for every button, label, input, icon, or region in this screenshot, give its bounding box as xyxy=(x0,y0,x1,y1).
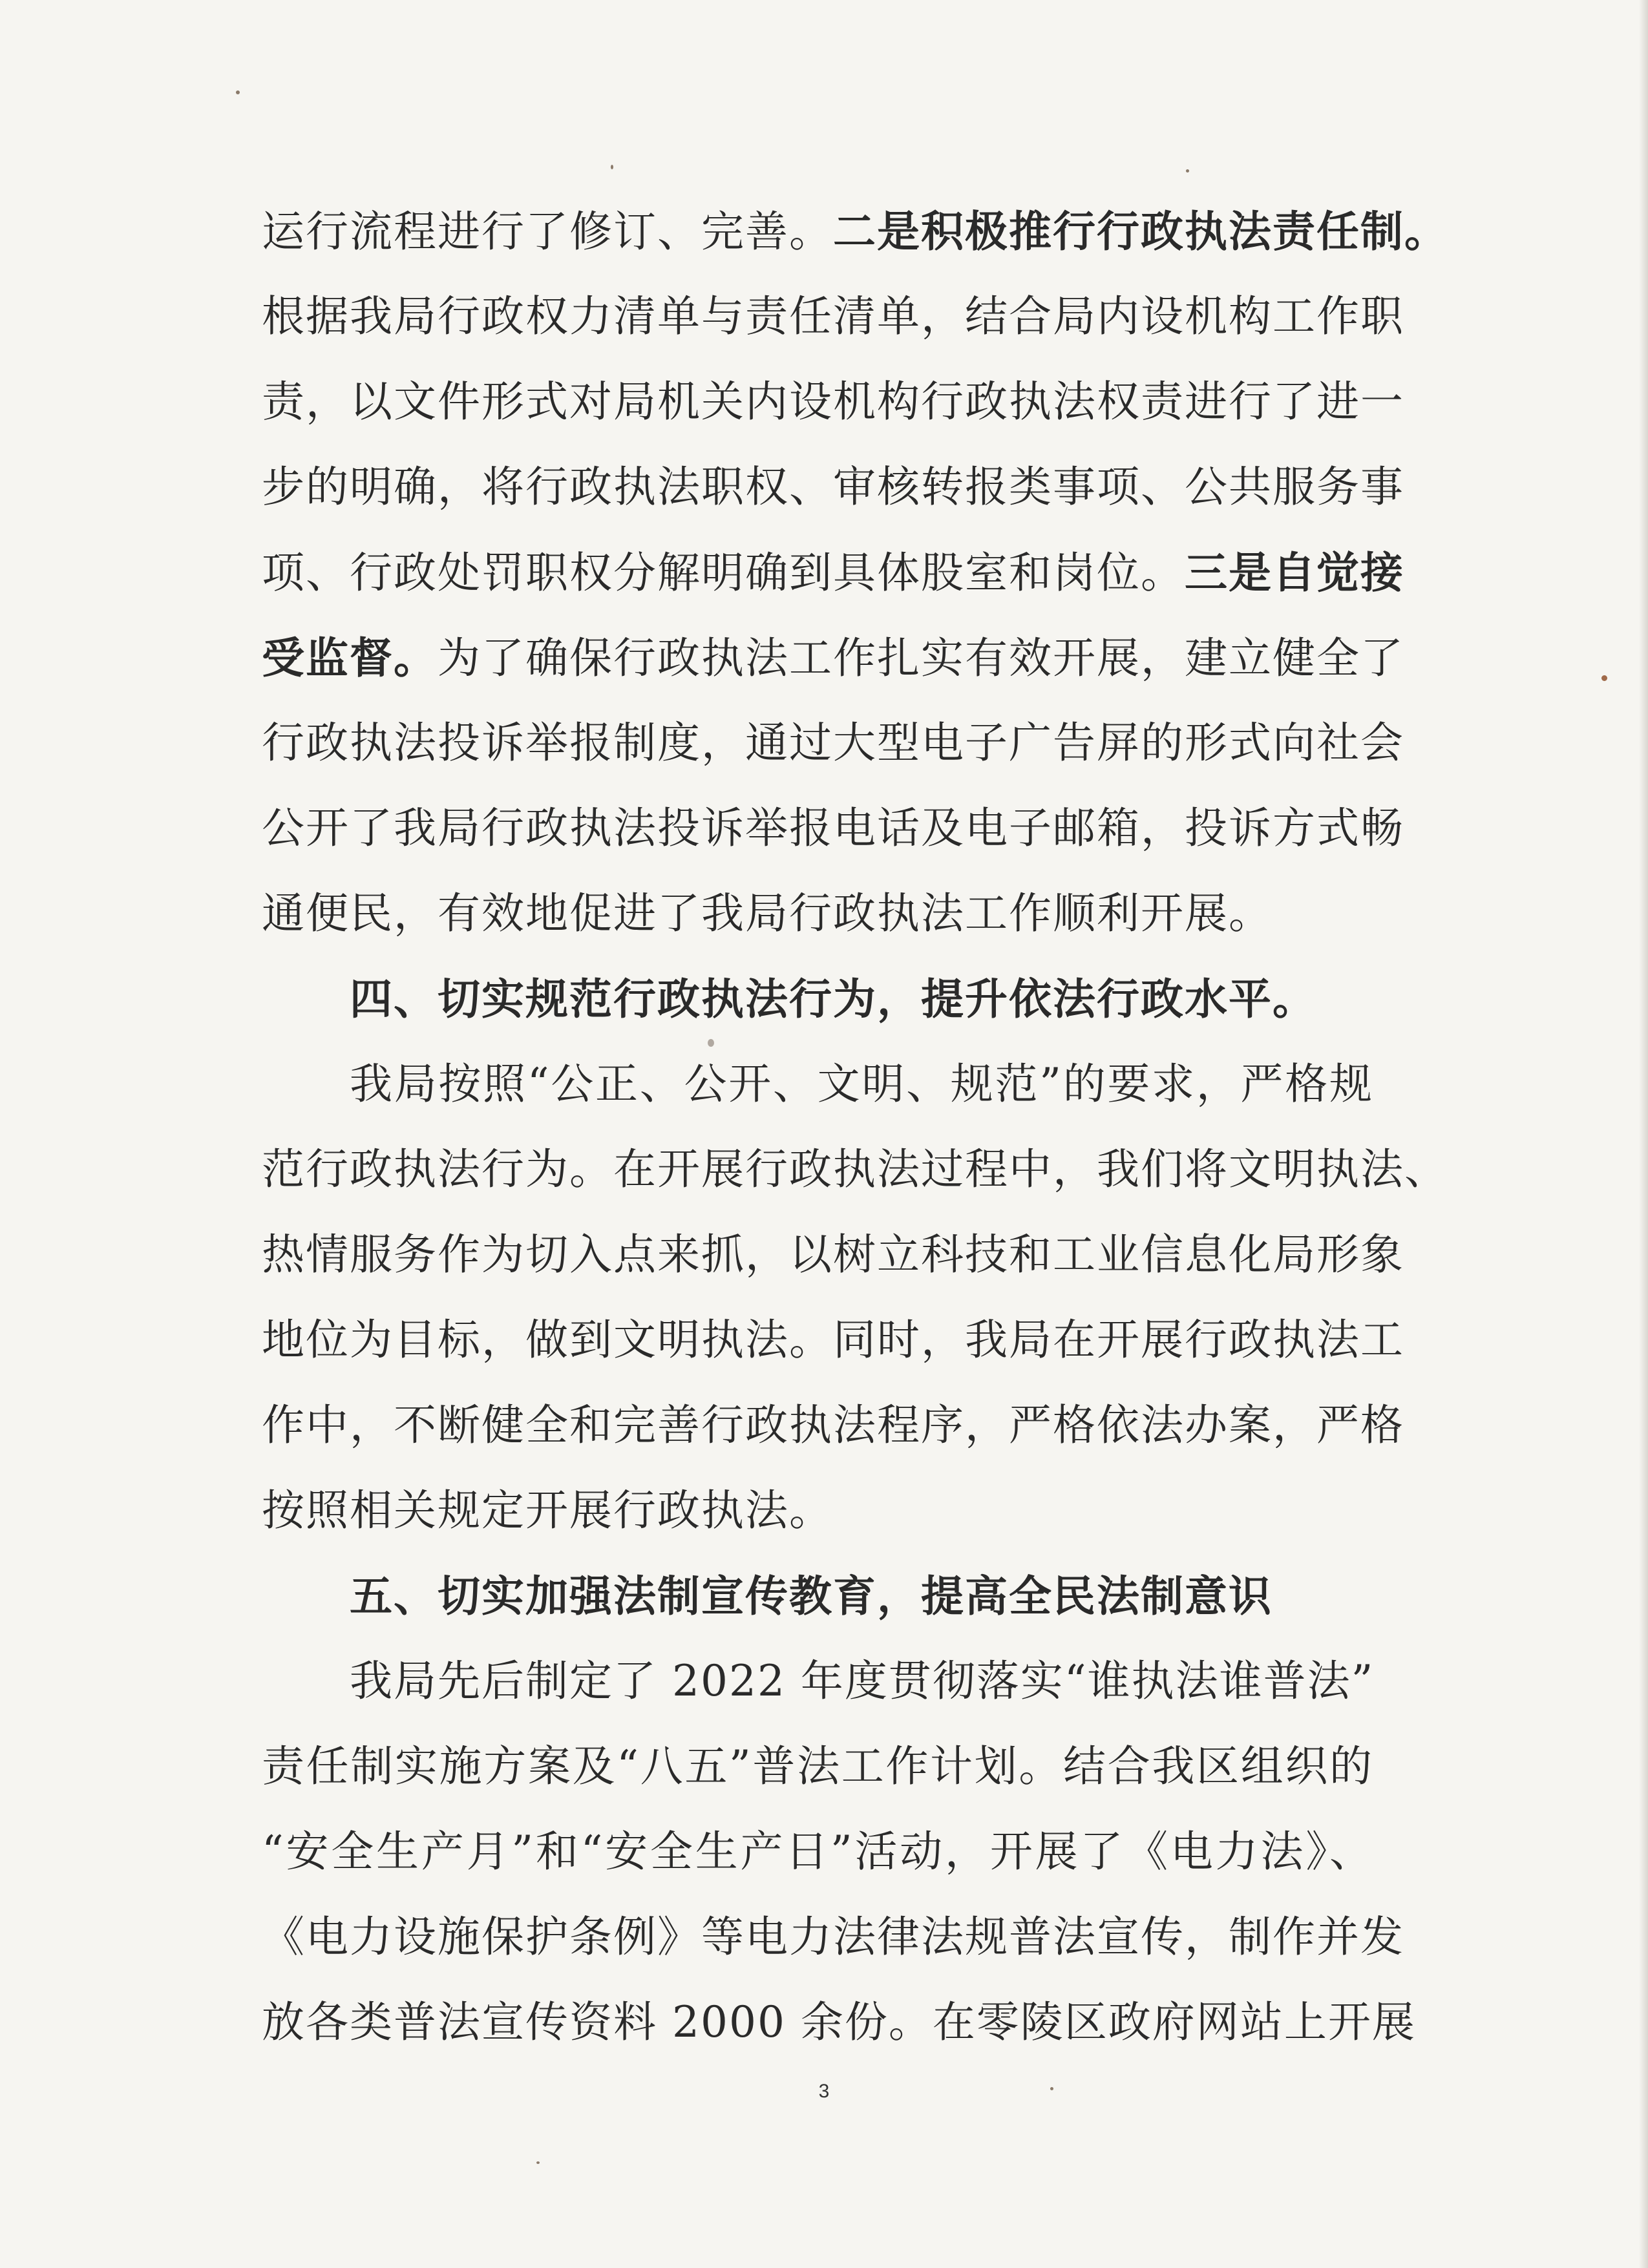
paragraph-line: “安全生产月”和“安全生产日”活动，开展了《电力法》、 xyxy=(262,1827,1373,1876)
paragraph-line: 我局按照“公正、公开、文明、规范”的要求，严格规 xyxy=(350,1059,1373,1109)
scan-edge xyxy=(1639,0,1648,2268)
paragraph-line xyxy=(262,189,1448,274)
page-number: 3 xyxy=(818,2081,830,2102)
section-heading-5: 五、切实加强法制宣传教育，提高全民法制意识 xyxy=(350,1571,1273,1621)
paragraph-line: 地位为目标，做到文明执法。同时，我局在开展行政执法工 xyxy=(262,1315,1404,1365)
scan-speck xyxy=(236,90,240,94)
paragraph-line: 步的明确，将行政执法职权、审核转报类事项、公共服务事 xyxy=(262,462,1404,512)
paragraph-line xyxy=(262,615,1404,700)
paragraph-line: 作中，不断健全和完善行政执法程序，严格依法办案，严格 xyxy=(262,1400,1404,1450)
scan-speck xyxy=(1186,169,1189,173)
paragraph-line xyxy=(262,530,1404,615)
paragraph-line: 范行政执法行为。在开展行政执法过程中，我们将文明执法、 xyxy=(262,1144,1448,1194)
paragraph-line: 我局先后制定了 2022 年度贯彻落实“谁执法谁普法” xyxy=(350,1656,1375,1706)
paragraph-line: 责任制实施方案及“八五”普法工作计划。结合我区组织的 xyxy=(262,1741,1373,1791)
paragraph-line: 公开了我局行政执法投诉举报电话及电子邮箱，投诉方式畅 xyxy=(262,803,1404,853)
emphasis-text: 二是积极推行行政执法责任制。 xyxy=(833,206,1448,257)
body-text: 为了确保行政执法工作扎实有效开展，建立健全了 xyxy=(438,633,1404,683)
scan-speck xyxy=(536,2161,540,2164)
paragraph-line: 行政执法投诉举报制度，通过大型电子广告屏的形式向社会 xyxy=(262,718,1404,768)
paragraph-line: 通便民，有效地促进了我局行政执法工作顺利开展。 xyxy=(262,888,1273,938)
paragraph-line: 责，以文件形式对局机关内设机构行政执法权责进行了进一 xyxy=(262,377,1404,426)
body-text: 项、行政处罚职权分解明确到具体股室和岗位。 xyxy=(262,548,1185,598)
section-heading-4: 四、切实规范行政执法行为，提升依法行政水平。 xyxy=(350,974,1316,1024)
scan-speck xyxy=(1050,2087,1053,2090)
scan-speck xyxy=(611,165,613,169)
document-body xyxy=(262,189,1448,2065)
paragraph-line: 《电力设施保护条例》等电力法律法规普法宣传，制作并发 xyxy=(262,1912,1404,1962)
scan-speck xyxy=(1601,675,1607,681)
paragraph-line: 根据我局行政权力清单与责任清单，结合局内设机构工作职 xyxy=(262,291,1404,341)
emphasis-text: 三是自觉接 xyxy=(1185,547,1404,598)
emphasis-text: 受监督。 xyxy=(262,633,438,683)
body-text: 运行流程进行了修订、完善。 xyxy=(262,207,833,257)
paragraph-line: 按照相关规定开展行政执法。 xyxy=(262,1486,833,1535)
paragraph-line: 热情服务作为切入点来抓，以树立科技和工业信息化局形象 xyxy=(262,1230,1404,1279)
paragraph-line: 放各类普法宣传资料 2000 余份。在零陵区政府网站上开展 xyxy=(262,1997,1416,2047)
